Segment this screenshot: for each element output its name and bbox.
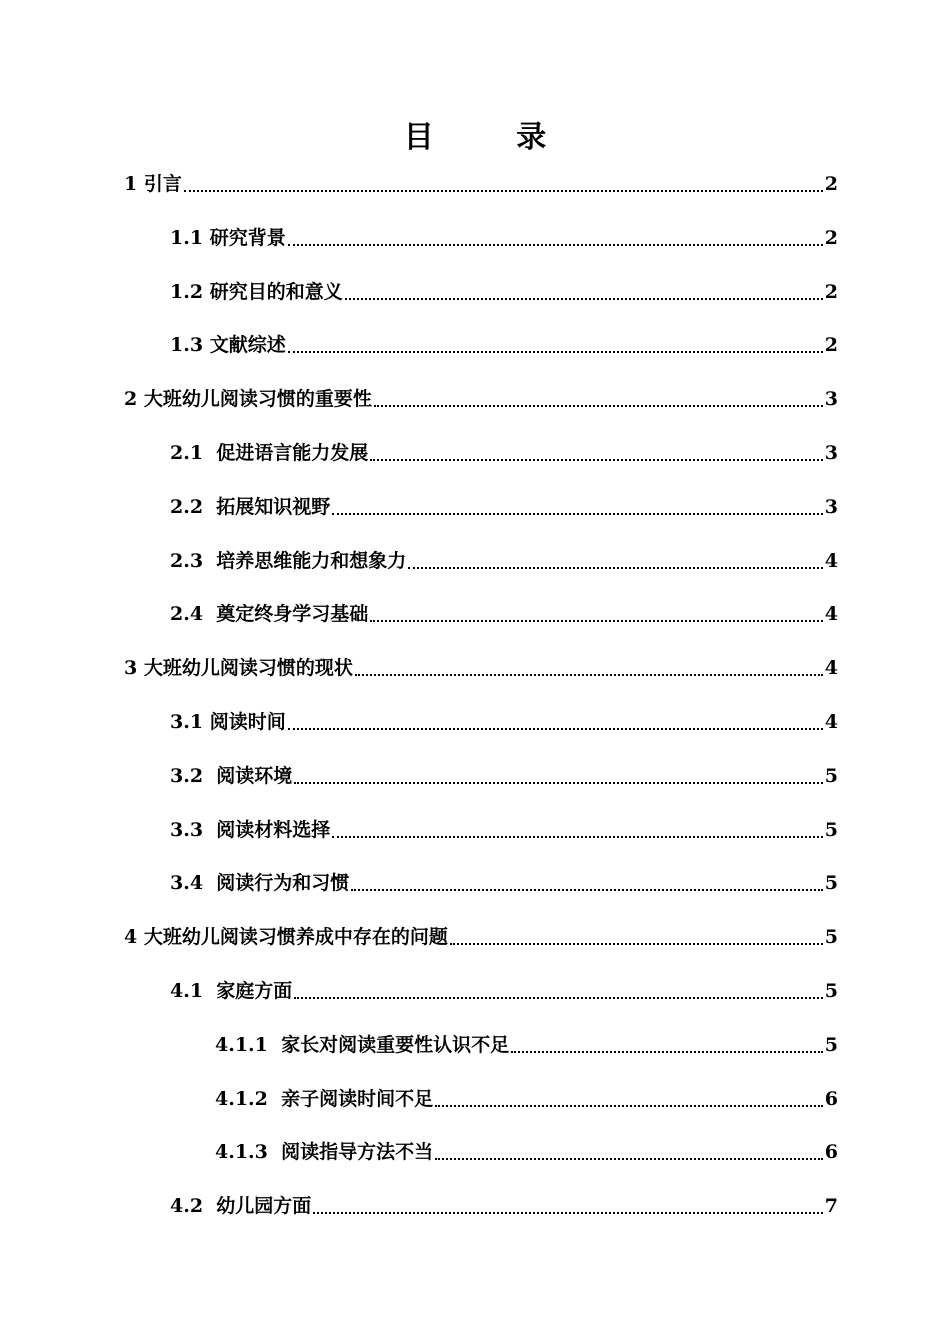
toc-entry-page-number: 3 bbox=[824, 495, 838, 518]
toc-entry-number: 3.3 bbox=[170, 818, 204, 841]
toc-entry-page-number: 4 bbox=[824, 603, 838, 626]
toc-entry-page-number: 6 bbox=[824, 1141, 838, 1164]
toc-entry-separator bbox=[268, 1031, 281, 1059]
toc-entry-number: 4.1.2 bbox=[215, 1087, 268, 1110]
toc-entry[interactable] bbox=[124, 170, 838, 198]
toc-dot-leader bbox=[408, 547, 822, 575]
toc-entry[interactable] bbox=[170, 600, 838, 628]
toc-entry-separator bbox=[203, 977, 216, 1005]
toc-entry-page-number: 6 bbox=[824, 1087, 838, 1110]
toc-entry-title: 阅读时间 bbox=[209, 711, 286, 733]
toc-entry-page-number: 7 bbox=[824, 1195, 838, 1218]
toc-entry-separator bbox=[137, 654, 144, 682]
toc-entry-number: 1 bbox=[124, 173, 138, 195]
toc-entry-title: 大班幼儿阅读习惯的现状 bbox=[143, 657, 353, 680]
toc-entry-number: 2.1 bbox=[170, 442, 204, 464]
toc-dot-leader bbox=[288, 331, 823, 359]
toc-entry-page-number: 5 bbox=[824, 980, 838, 1002]
toc-dot-leader bbox=[435, 1085, 823, 1113]
toc-entry[interactable] bbox=[124, 923, 838, 951]
toc-entry-title: 家庭方面 bbox=[216, 980, 293, 1002]
toc-entry-separator bbox=[203, 708, 210, 736]
toc-entry-separator bbox=[203, 600, 216, 628]
toc-dot-leader bbox=[288, 708, 823, 736]
toc-entry-title: 研究背景 bbox=[209, 226, 286, 249]
toc-entry-page-number: 4 bbox=[824, 657, 838, 680]
toc-entry[interactable] bbox=[215, 1085, 838, 1113]
toc-entry-title: 研究目的和意义 bbox=[209, 280, 343, 303]
toc-entry-number: 4.1.3 bbox=[215, 1141, 268, 1164]
toc-entry-separator bbox=[203, 1192, 216, 1220]
toc-entry-number: 4.1 bbox=[170, 980, 204, 1002]
toc-entry-number: 3 bbox=[124, 657, 138, 680]
toc-entry-separator bbox=[137, 170, 144, 198]
toc-entry-title: 阅读环境 bbox=[216, 764, 293, 787]
toc-entry-number: 1.1 bbox=[170, 226, 204, 249]
toc-entry[interactable] bbox=[170, 439, 838, 467]
toc-entry-page-number: 5 bbox=[824, 1033, 838, 1056]
toc-title: 目 录 bbox=[403, 120, 583, 155]
toc-entry[interactable] bbox=[170, 762, 838, 790]
toc-entry-page-number: 5 bbox=[824, 764, 838, 787]
toc-entry-page-number: 3 bbox=[824, 388, 838, 411]
toc-dot-leader bbox=[355, 654, 823, 682]
toc-entry-separator bbox=[268, 1085, 281, 1113]
toc-dot-leader bbox=[313, 1192, 822, 1220]
toc-entry-title: 奠定终身学习基础 bbox=[216, 603, 369, 626]
toc-entry[interactable] bbox=[170, 493, 838, 521]
toc-entry-title: 大班幼儿阅读习惯养成中存在的问题 bbox=[143, 926, 448, 949]
toc-entry-separator bbox=[203, 493, 216, 521]
toc-entry-title: 亲子阅读时间不足 bbox=[281, 1087, 434, 1110]
toc-entry-title: 促进语言能力发展 bbox=[216, 442, 369, 464]
toc-entry-title: 家长对阅读重要性认识不足 bbox=[281, 1033, 510, 1056]
toc-entry[interactable] bbox=[170, 331, 838, 359]
toc-dot-leader bbox=[288, 224, 823, 252]
toc-dot-leader bbox=[370, 600, 822, 628]
toc-entry-separator bbox=[203, 331, 210, 359]
toc-entry[interactable] bbox=[170, 708, 838, 736]
toc-entry[interactable] bbox=[124, 385, 838, 413]
toc-entry-number: 4.2 bbox=[170, 1195, 204, 1218]
toc-dot-leader bbox=[450, 923, 823, 951]
toc-entry-title: 拓展知识视野 bbox=[216, 495, 331, 518]
toc-dot-leader bbox=[294, 762, 822, 790]
toc-entry-separator bbox=[203, 224, 210, 252]
toc-entry-separator bbox=[203, 762, 216, 790]
toc-entry-title: 引言 bbox=[143, 173, 182, 195]
toc-dot-leader bbox=[332, 493, 822, 521]
toc-entry-page-number: 5 bbox=[824, 818, 838, 841]
toc-dot-leader bbox=[294, 977, 822, 1005]
toc-entry-page-number: 5 bbox=[824, 926, 838, 949]
toc-entry-number: 2 bbox=[124, 388, 138, 411]
toc-entry-number: 1.2 bbox=[170, 280, 204, 303]
toc-entry-page-number: 2 bbox=[824, 334, 838, 357]
toc-entry-separator bbox=[203, 816, 216, 844]
toc-entry-page-number: 5 bbox=[824, 872, 838, 895]
toc-dot-leader bbox=[435, 1138, 823, 1166]
toc-entry[interactable] bbox=[124, 654, 838, 682]
toc-entry-number: 1.3 bbox=[170, 334, 204, 357]
toc-entry-title: 培养思维能力和想象力 bbox=[216, 549, 407, 572]
toc-dot-leader bbox=[345, 278, 823, 306]
toc-entry-separator bbox=[268, 1138, 281, 1166]
toc-entry-number: 2.4 bbox=[170, 603, 204, 626]
toc-entry-page-number: 4 bbox=[824, 711, 838, 733]
toc-entry[interactable] bbox=[170, 977, 838, 1005]
toc-dot-leader bbox=[332, 816, 822, 844]
toc-entry[interactable] bbox=[170, 869, 838, 897]
toc-entry-separator bbox=[203, 869, 216, 897]
toc-entry-page-number: 2 bbox=[824, 226, 838, 249]
toc-entry-number: 3.2 bbox=[170, 764, 204, 787]
toc-entry-title: 大班幼儿阅读习惯的重要性 bbox=[143, 388, 372, 411]
toc-dot-leader bbox=[351, 869, 822, 897]
toc-entry[interactable] bbox=[170, 278, 838, 306]
toc-entry-page-number: 2 bbox=[824, 173, 838, 195]
toc-dot-leader bbox=[184, 170, 823, 198]
toc-entry[interactable] bbox=[170, 816, 838, 844]
toc-entry[interactable] bbox=[215, 1138, 838, 1166]
toc-entry-page-number: 2 bbox=[824, 280, 838, 303]
toc-dot-leader bbox=[511, 1031, 823, 1059]
toc-entry-title: 阅读指导方法不当 bbox=[281, 1141, 434, 1164]
toc-entry-title: 文献综述 bbox=[209, 334, 286, 357]
toc-entry-number: 4 bbox=[124, 926, 138, 949]
toc-entry-number: 2.3 bbox=[170, 549, 204, 572]
toc-entry-separator bbox=[203, 439, 216, 467]
toc-entry-separator bbox=[203, 547, 216, 575]
toc-dot-leader bbox=[370, 439, 822, 467]
toc-entry[interactable] bbox=[170, 224, 838, 252]
toc-entry-number: 3.1 bbox=[170, 711, 204, 733]
toc-entry-number: 3.4 bbox=[170, 872, 204, 895]
toc-entry-number: 2.2 bbox=[170, 495, 204, 518]
toc-entry-separator bbox=[137, 923, 144, 951]
toc-entry[interactable] bbox=[170, 547, 838, 575]
toc-entry-separator bbox=[137, 385, 144, 413]
toc-dot-leader bbox=[374, 385, 823, 413]
toc-entry-title: 阅读行为和习惯 bbox=[216, 872, 350, 895]
toc-entry[interactable] bbox=[170, 1192, 838, 1220]
toc-entry-page-number: 4 bbox=[824, 549, 838, 572]
toc-entry-title: 阅读材料选择 bbox=[216, 818, 331, 841]
toc-entry-separator bbox=[203, 278, 210, 306]
toc-entry[interactable] bbox=[215, 1031, 838, 1059]
toc-entry-title: 幼儿园方面 bbox=[216, 1195, 312, 1218]
toc-entry-number: 4.1.1 bbox=[215, 1033, 268, 1056]
toc-entry-page-number: 3 bbox=[824, 442, 838, 464]
